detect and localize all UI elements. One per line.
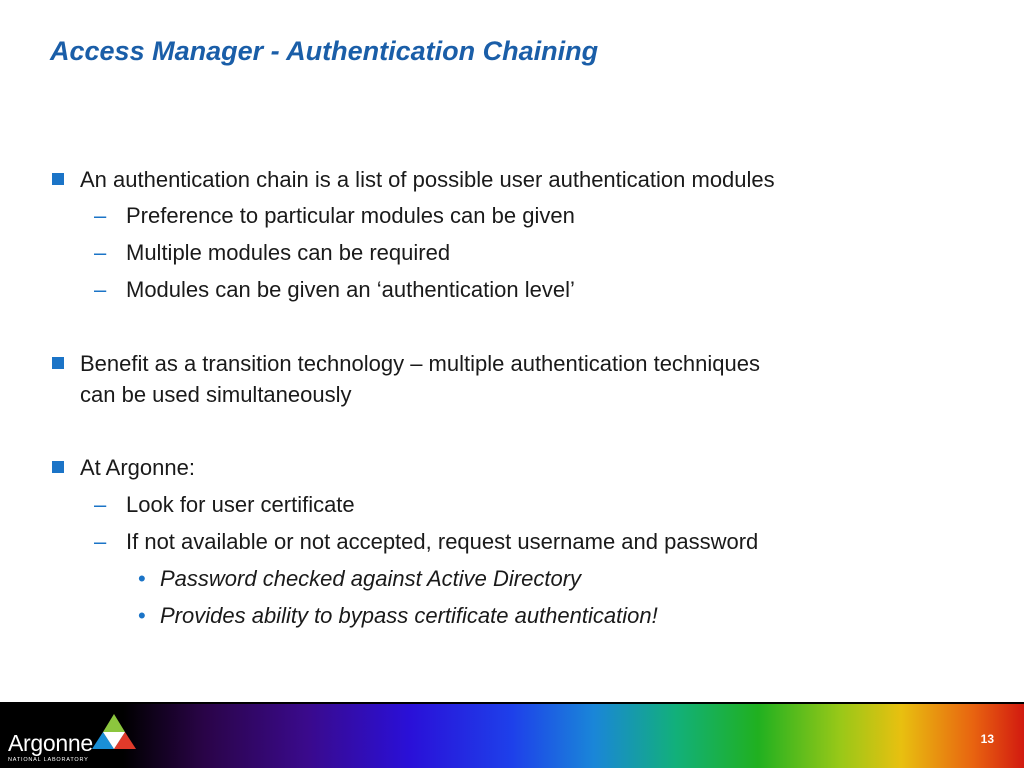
sub-bullet xyxy=(94,200,906,231)
sub-bullet xyxy=(94,237,906,268)
dash-icon: – xyxy=(94,492,107,517)
bullet-2-text-line1: Benefit as a transition technology – multiple authentication techniques xyxy=(80,351,760,376)
sub-sub-bullet xyxy=(138,600,920,631)
sub-bullet xyxy=(94,489,906,520)
slide-title: Access Manager - Authentication Chaining xyxy=(50,36,599,66)
bullet-1 xyxy=(80,164,900,195)
logo-wordmark: Argonne xyxy=(8,730,93,756)
dot-bullet-icon: • xyxy=(138,566,146,591)
sub-bullet-text: Preference to particular modules can be given xyxy=(126,203,575,228)
dash-icon: – xyxy=(94,203,107,228)
argonne-triangle-icon xyxy=(92,712,136,750)
logo-subtitle: NATIONAL LABORATORY xyxy=(8,757,89,763)
sub-bullet-text: Look for user certificate xyxy=(126,492,355,517)
square-bullet-icon xyxy=(52,461,64,473)
dash-icon: – xyxy=(94,277,107,302)
sub-bullet xyxy=(94,274,906,305)
bullet-2 xyxy=(80,348,900,410)
sub-bullet-text: Multiple modules can be required xyxy=(126,240,451,265)
bullet-3 xyxy=(80,452,900,483)
sub-sub-bullet-text: Password checked against Active Directory xyxy=(160,566,582,591)
argonne-logo xyxy=(8,712,148,764)
square-bullet-icon xyxy=(52,173,64,185)
sub-bullet xyxy=(94,526,906,557)
footer-band xyxy=(0,704,1024,768)
dash-icon: – xyxy=(94,240,107,265)
sub-bullet-text: Modules can be given an ‘authentication level’ xyxy=(126,277,575,302)
sub-bullet-text: If not available or not accepted, request username and password xyxy=(126,529,759,554)
page-number: 13 xyxy=(980,732,994,746)
dash-icon: – xyxy=(94,529,107,554)
sub-sub-bullet xyxy=(138,563,920,594)
bullet-1-text: An authentication chain is a list of possible user authentication modules xyxy=(80,167,775,192)
sub-sub-bullet-text: Provides ability to bypass certificate authentication! xyxy=(160,603,658,628)
dot-bullet-icon: • xyxy=(138,603,146,628)
bullet-3-text: At Argonne: xyxy=(80,455,195,480)
bullet-2-text-line2: can be used simultaneously xyxy=(80,382,352,407)
square-bullet-icon xyxy=(52,357,64,369)
